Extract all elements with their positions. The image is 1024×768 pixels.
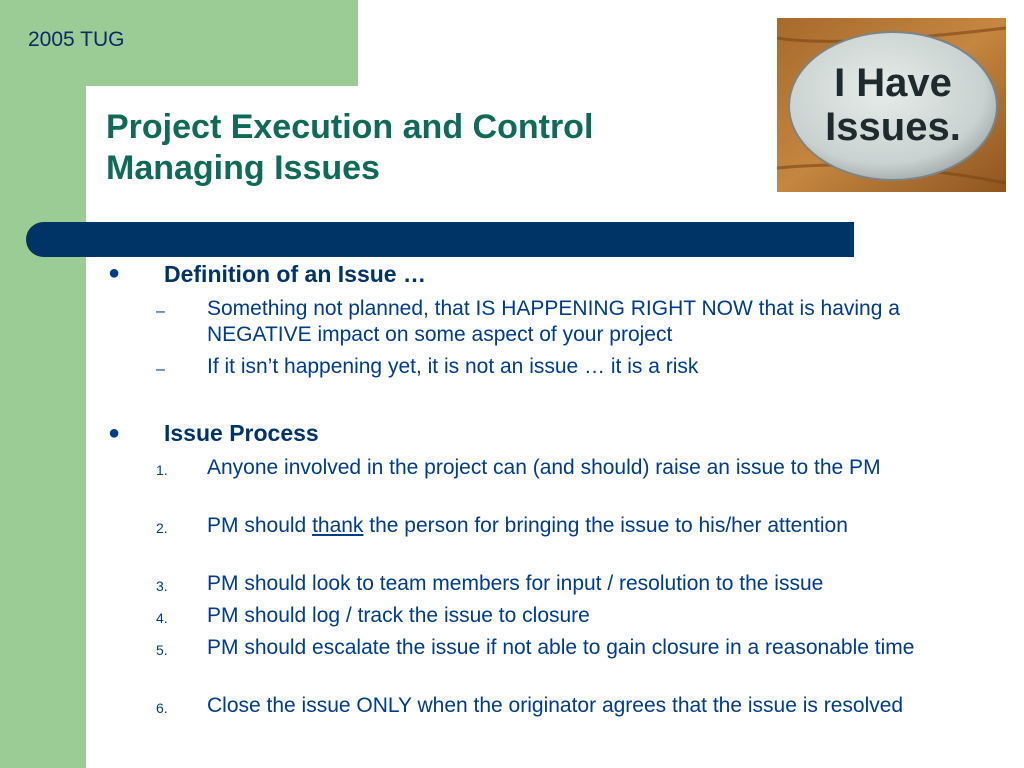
process-step: PM should escalate the issue if not able to gain closure in a reasonable time [207, 636, 915, 659]
stone-text-line-2: Issues. [825, 105, 961, 149]
process-step: Close the issue ONLY when the originator agrees that the issue is resolved [207, 694, 904, 717]
list-number: 3. [156, 578, 168, 594]
list-number: 1. [156, 462, 168, 478]
definition-item: Something not planned, that IS HAPPENING RIGHT NOW that is having a NEGATIVE impact on some aspect of your project [207, 297, 900, 346]
list-number: 4. [156, 610, 168, 626]
process-step [207, 513, 997, 539]
bullet-dot: ● [108, 262, 121, 284]
conference-tag: 2005 TUG [28, 28, 125, 51]
thank-emphasis: thank [312, 514, 364, 537]
title-line-1: Project Execution and Control [106, 108, 594, 146]
process-step: PM should look to team members for input / resolution to the issue [207, 572, 824, 595]
stone-text-line-1: I Have [834, 61, 952, 105]
title-line-2: Managing Issues [106, 149, 380, 187]
list-number: 5. [156, 642, 168, 658]
dash-marker: – [156, 361, 165, 378]
definition-item: If it isn’t happening yet, it is not an issue … it is a risk [207, 355, 699, 378]
dash-marker: – [156, 303, 165, 320]
step-text-after: the person for bringing the issue to his/her attention [363, 514, 848, 537]
list-number: 2. [156, 520, 168, 536]
process-step: PM should log / track the issue to closure [207, 604, 590, 627]
process-step: Anyone involved in the project can (and should) raise an issue to the PM [207, 456, 881, 479]
bullet-dot: ● [108, 422, 121, 444]
section-heading-issue-process: Issue Process [164, 420, 319, 446]
section-heading-definition: Definition of an Issue … [164, 261, 426, 287]
list-number: 6. [156, 700, 168, 716]
step-text-before: PM should [207, 514, 313, 537]
